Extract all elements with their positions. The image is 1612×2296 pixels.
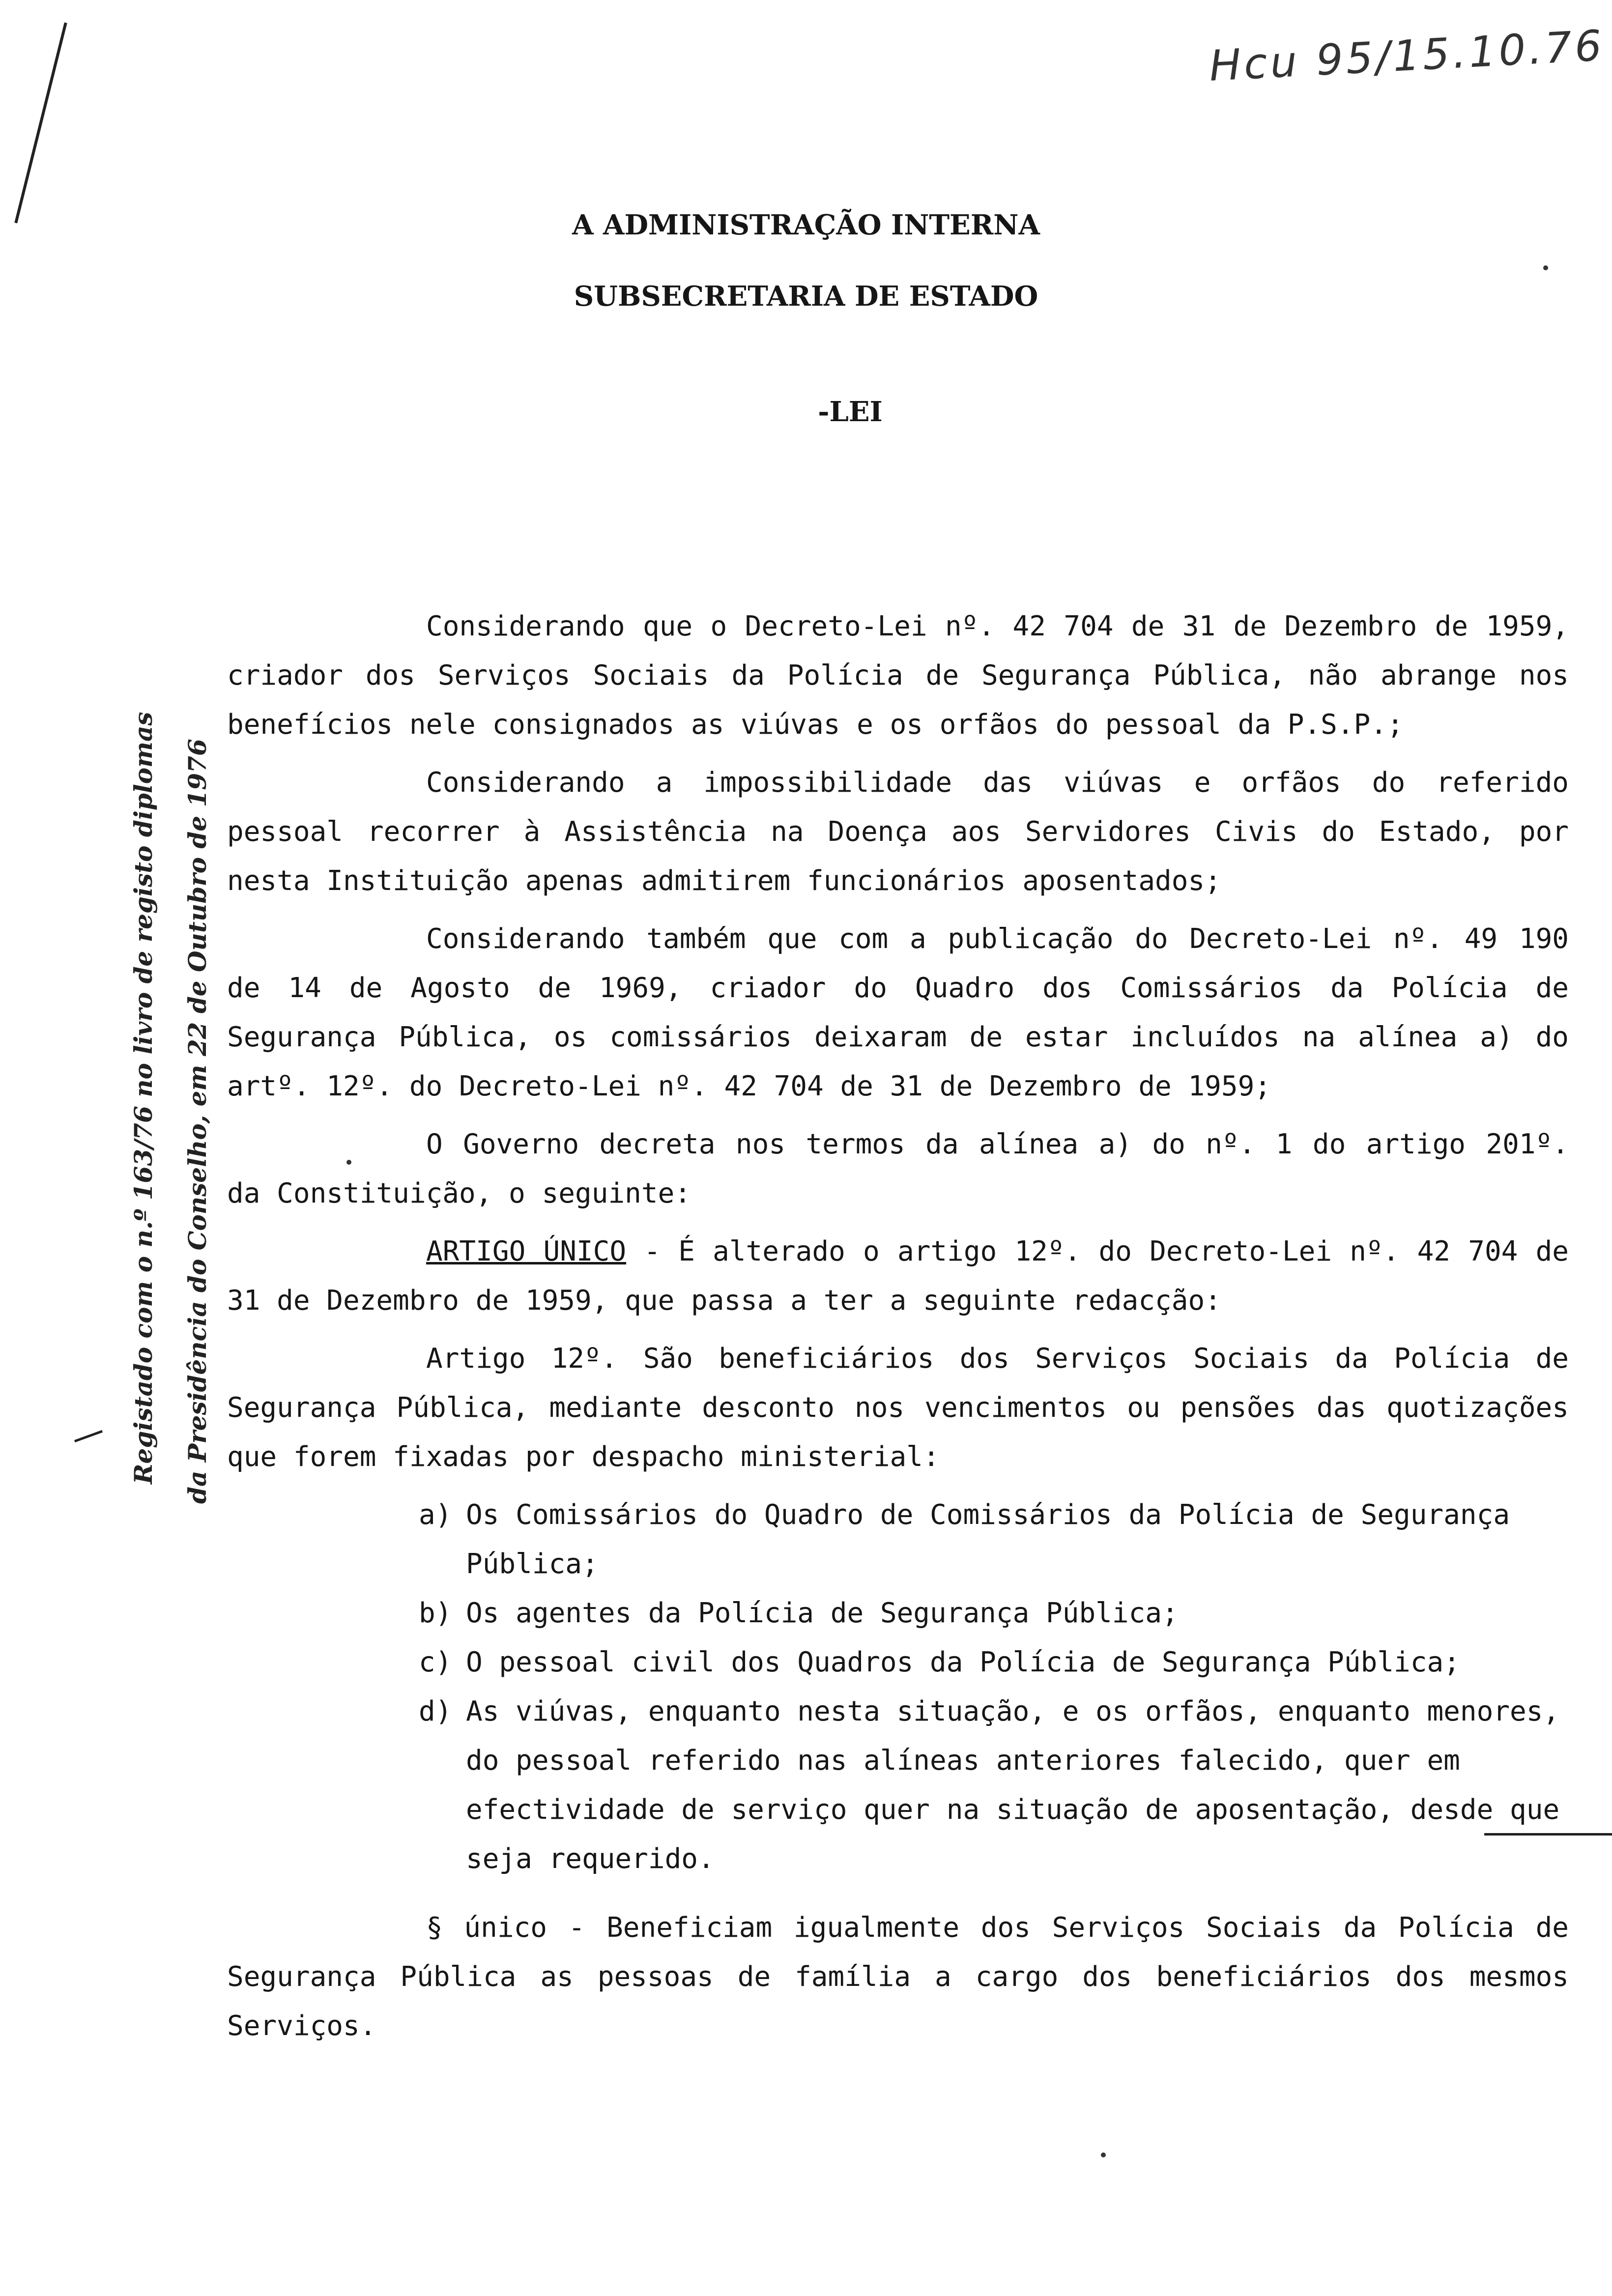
preamble-paragraph-1: Considerando que o Decreto-Lei nº. 42 704 de 31 de Dezembro de 1959, criador dos Serviços Sociais da Polícia de Segurança Pública, não abrange nos benefícios nele consignados as viúvas e os orfãos do pessoal da P.S.P.; (227, 610, 1569, 741)
paragrafo-unico: § único - Beneficiam igualmente dos Serviços Sociais da Polícia de Segurança Pública as pessoas de família a cargo dos beneficiários dos mesmos Serviços. (227, 1912, 1569, 2042)
registration-stamp-line-1: Registado com o n.º 163/76 no livro de registo diplomas (129, 712, 158, 1484)
artigo-12-paragraph: Artigo 12º. São beneficiários dos Serviços Sociais da Polícia de Segurança Pública, mediante desconto nos vencimentos ou pensões das quotizações que forem fixadas por despacho ministerial: (227, 1343, 1569, 1473)
artigo-unico-text: - É alterado o artigo 12º. do Decreto-Lei nº. 42 704 de 31 de Dezembro de 1959, que passa a ter a seguinte redacção: (227, 1235, 1569, 1317)
header-lei: -LEI (818, 396, 883, 428)
preamble-paragraph-3: Considerando também que com a publicação do Decreto-Lei nº. 49 190 de 14 de Agosto de 1969, criador do Quadro dos Comissários da Polícia de Segurança Pública, os comissários deixaram de estar incluídos na alínea a) do artº. 12º. do Decreto-Lei nº. 42 704 de 31 de Dezembro de 1959; (227, 923, 1569, 1102)
registration-stamp-line-2: da Presidência do Conselho, em 22 de Outubro de 1976 (183, 739, 212, 1504)
alinea-text: O pessoal civil dos Quadros da Polícia de Segurança Pública; (466, 1646, 1460, 1678)
alinea-letter: b) (419, 1597, 452, 1629)
alinea-text: As viúvas, enquanto nesta situação, e os orfãos, enquanto menores, do pessoal referido nas alíneas anteriores falecido, quer em efectividade de serviço quer na situação de aposentação, desde que seja requerido. (466, 1695, 1560, 1875)
decree-paragraph: O Governo decreta nos termos da alínea a) do nº. 1 do artigo 201º. da Constituição, o seguinte: (227, 1128, 1569, 1209)
artigo-unico-title: ARTIGO ÚNICO (426, 1235, 627, 1267)
alinea-c (419, 1638, 1569, 1687)
margin-pen-stroke (74, 1430, 103, 1442)
preamble-paragraph-2: Considerando a impossibilidade das viúvas e orfãos do referido pessoal recorrer à Assistência na Doença aos Servidores Civis do Estado, por nesta Instituição apenas admitirem funcionários aposentados; (227, 767, 1569, 897)
handwritten-reference: Hcu 95/15.10.76 (1208, 21, 1606, 91)
alinea-letter: d) (419, 1695, 452, 1727)
alinea-letter: c) (419, 1646, 452, 1678)
alineas-list (227, 1491, 1569, 1884)
ink-dot (1101, 2152, 1106, 2157)
alinea-letter: a) (419, 1499, 452, 1531)
ink-dot (346, 1160, 351, 1165)
header-ministry: A ADMINISTRAÇÃO INTERNA (572, 209, 1040, 241)
alinea-b (419, 1589, 1569, 1638)
alinea-text: Os agentes da Polícia de Segurança Pública; (466, 1597, 1179, 1629)
document-body (227, 602, 1569, 2051)
alinea-text: Os Comissários do Quadro de Comissários da Polícia de Segurança Pública; (466, 1499, 1510, 1580)
header-subsecretaria: SUBSECRETARIA DE ESTADO (574, 280, 1038, 313)
alinea-a (419, 1491, 1569, 1589)
margin-line (1484, 1833, 1612, 1836)
ink-dot (1543, 265, 1548, 270)
margin-pen-stroke (14, 23, 67, 224)
alinea-d (419, 1687, 1569, 1884)
artigo-unico-paragraph (227, 1227, 1569, 1325)
